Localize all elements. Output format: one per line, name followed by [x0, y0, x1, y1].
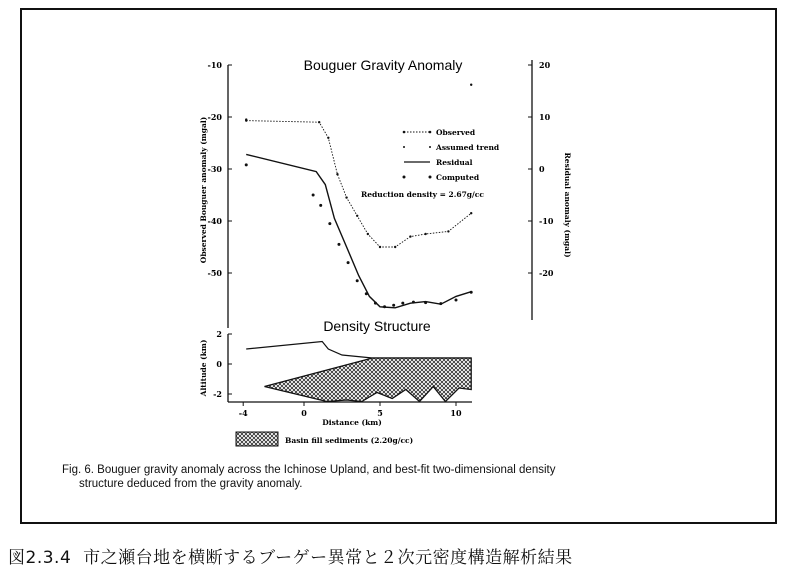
distance-axis-label: Distance (km) — [322, 418, 382, 427]
legend — [361, 128, 500, 199]
right-axis-tick-label: -10 — [539, 216, 554, 226]
computed-point — [424, 301, 427, 304]
left-axis-tick-label: -30 — [207, 164, 222, 174]
observed-point — [424, 233, 426, 235]
distance-tick-label: -4 — [238, 408, 248, 418]
assumed-trend-point — [245, 118, 247, 120]
left-axis-label: Observed Bouguer anomaly (mgal) — [199, 116, 208, 264]
legend-assumed-trend: Assumed trend — [436, 143, 500, 152]
observed-point — [367, 233, 369, 235]
basin-legend-swatch — [236, 432, 278, 446]
legend-trend-dot — [429, 146, 431, 148]
computed-point — [439, 302, 442, 305]
observed-point — [409, 235, 411, 237]
observed-point — [318, 121, 320, 123]
reduction-density-label: Reduction density = 2.67g/cc — [361, 190, 484, 199]
computed-point — [470, 291, 473, 294]
top-chart-title: Bouguer Gravity Anomaly — [303, 57, 463, 73]
computed-point — [412, 301, 415, 304]
observed-point — [336, 173, 338, 175]
caption-line-1: Fig. 6. Bouguer gravity anomaly across the Ichinose Upland, and best-fit two-dimensional density — [62, 464, 556, 476]
legend-observed: Observed — [436, 128, 476, 137]
figure-caption — [62, 463, 742, 491]
computed-point — [319, 204, 322, 207]
distance-tick-label: 10 — [450, 408, 462, 418]
computed-point — [356, 279, 359, 282]
left-axis-tick-label: -50 — [207, 268, 222, 278]
computed-point — [383, 305, 386, 308]
legend-computed: Computed — [436, 173, 480, 182]
distance-tick-label: 0 — [301, 408, 307, 418]
distance-tick-label: 5 — [377, 408, 383, 418]
observed-point — [356, 215, 358, 217]
right-axis-tick-label: 0 — [539, 164, 545, 174]
computed-point — [328, 222, 331, 225]
altitude-tick-label: 2 — [216, 329, 222, 339]
computed-point — [365, 292, 368, 295]
computed-point — [401, 302, 404, 305]
computed-point — [245, 163, 248, 166]
right-axis-label: Residual anomaly (mgal) — [563, 152, 572, 258]
japanese-caption — [8, 543, 783, 568]
computed-point — [347, 261, 350, 264]
left-axis-tick-label: -40 — [207, 216, 222, 226]
bottom-chart-title: Density Structure — [323, 318, 431, 334]
legend-residual: Residual — [436, 158, 473, 167]
legend-trend-dot — [403, 146, 405, 148]
right-axis-tick-label: 10 — [539, 112, 551, 122]
altitude-tick-label: -2 — [213, 389, 222, 399]
observed-point — [447, 230, 449, 232]
computed-point — [455, 299, 458, 302]
observed-line — [246, 121, 471, 247]
observed-point — [470, 212, 472, 214]
computed-point — [337, 243, 340, 246]
topography-line — [246, 342, 471, 359]
left-axis-tick-label: -10 — [207, 60, 222, 70]
basin-legend-label: Basin fill sediments (2.20g/cc) — [285, 436, 414, 445]
caption-number: 図2.3.4 — [8, 548, 72, 568]
altitude-axis-label: Altitude (km) — [199, 339, 208, 397]
observed-point — [345, 196, 347, 198]
basin-fill-body — [265, 358, 472, 402]
right-axis-tick-label: 20 — [539, 60, 551, 70]
left-axis-tick-label: -20 — [207, 112, 222, 122]
legend-observed-dot — [429, 131, 432, 134]
legend-observed-dot — [403, 131, 406, 134]
legend-computed-dot — [403, 176, 406, 179]
computed-point — [312, 194, 315, 197]
computed-point — [374, 302, 377, 305]
legend-computed-dot — [429, 176, 432, 179]
caption-text: 市之瀬台地を横断するブーゲー異常と２次元密度構造解析結果 — [83, 548, 573, 568]
assumed-trend-point — [470, 84, 472, 86]
observed-point — [379, 246, 381, 248]
altitude-tick-label: 0 — [216, 359, 222, 369]
observed-point — [327, 137, 329, 139]
computed-point — [392, 304, 395, 307]
caption-line-2: structure deduced from the gravity anomaly. — [79, 478, 303, 490]
observed-point — [394, 246, 396, 248]
right-axis-tick-label: -20 — [539, 268, 554, 278]
